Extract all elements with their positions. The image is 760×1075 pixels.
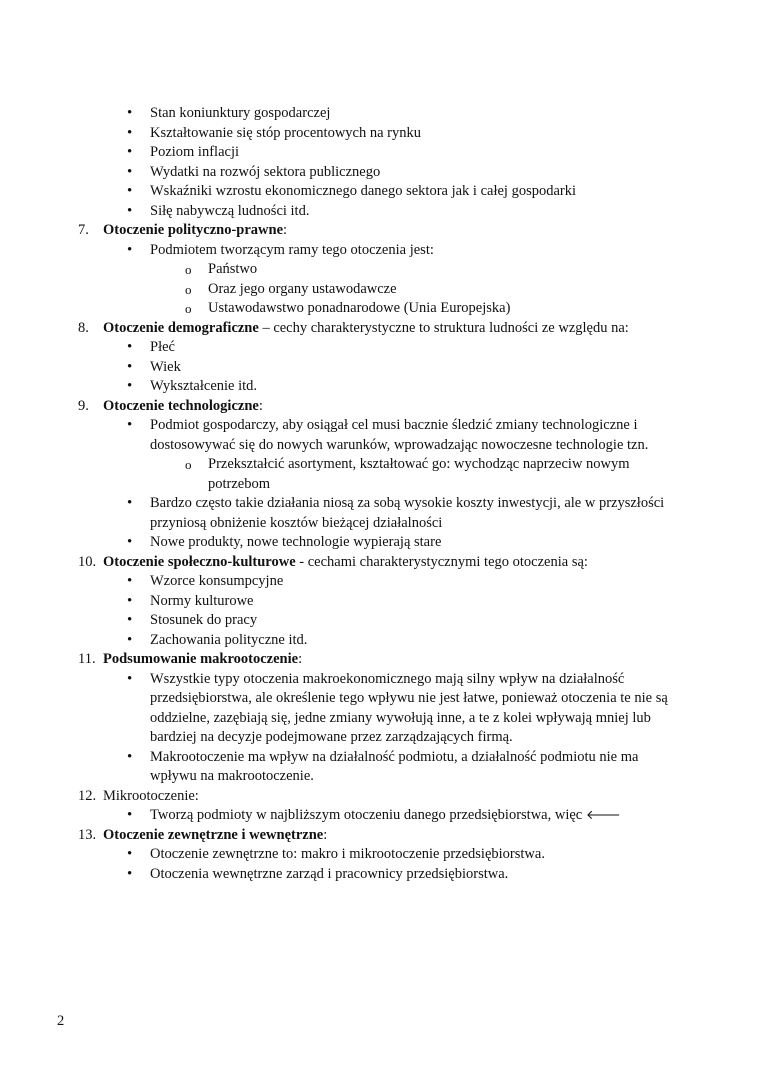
section-heading-7: 7. Otoczenie polityczno-prawne:: [78, 221, 718, 241]
bullet-icon: •: [127, 358, 133, 375]
list-item: • Stan koniunktury gospodarczej: [78, 104, 718, 124]
list-item: • Kształtowanie się stóp procentowych na rynku: [78, 124, 718, 144]
list-item-continuation: przyniosą obniżenie kosztów bieżącej działalności: [150, 514, 443, 531]
list-item: • Siłę nabywczą ludności itd.: [78, 202, 718, 222]
list-item-continuation: oddzielne, zazębiają się, jedne zmiany wywołują inne, a te z kolei wpływają mniej lub: [150, 709, 651, 726]
bullet-icon: •: [127, 748, 133, 765]
section-heading-9: 9. Otoczenie technologiczne:: [78, 397, 718, 417]
bullet-icon: •: [127, 846, 133, 862]
list-item-continuation: przedsiębiorstwa, ale określenie tego wpływu nie jest łatwe, ponieważ otoczenia te nie są: [150, 690, 668, 706]
list-item: • Normy kulturowe: [78, 592, 718, 612]
section-heading-10: 10. Otoczenie społeczno-kulturowe - cechami charakterystycznymi tego otoczenia są:: [78, 553, 718, 573]
section-heading-13: 13. Otoczenie zewnętrzne i wewnętrzne:: [78, 826, 718, 846]
list-item-continuation: bardziej na decyzje podejmowane przez zarządzających firmą.: [150, 729, 513, 745]
section-heading-11: 11. Podsumowanie makrootoczenie:: [78, 650, 718, 670]
list-item: • Otoczenia wewnętrzne zarząd i pracownicy przedsiębiorstwa.: [78, 865, 718, 885]
circle-bullet-icon: o: [185, 281, 192, 297]
list-item: • Wszystkie typy otoczenia makroekonomicznego mają silny wpływ na działalność: [78, 670, 718, 690]
page-number: 2: [57, 1013, 65, 1029]
list-item: • Otoczenie zewnętrzne to: makro i mikrootoczenie przedsiębiorstwa.: [78, 845, 718, 865]
bullet-icon: •: [127, 105, 133, 121]
list-item: • Poziom inflacji: [78, 143, 718, 163]
section-number: 12.: [78, 787, 97, 804]
section-title: Otoczenie demograficzne: [103, 319, 259, 336]
bullet-icon: •: [127, 202, 133, 219]
section-title: Mikrootoczenie:: [103, 787, 199, 804]
list-item: • Zachowania polityczne itd.: [78, 631, 718, 651]
bullet-icon: •: [127, 495, 133, 511]
bullet-icon: •: [127, 378, 133, 394]
section-title: Otoczenie technologiczne: [103, 397, 259, 414]
sub-list-item-continuation: potrzebom: [208, 475, 271, 492]
bullet-icon: •: [127, 592, 133, 609]
list-item: • Wykształcenie itd.: [78, 377, 718, 397]
bullet-icon: •: [127, 534, 133, 550]
section-number: 9.: [78, 397, 89, 414]
sub-list-item: o Oraz jego organy ustawodawcze: [78, 280, 718, 300]
bullet-icon: •: [127, 144, 133, 160]
section-title: Podsumowanie makrootoczenie: [103, 651, 299, 667]
bullet-icon: •: [127, 124, 133, 141]
section-number: 10.: [78, 553, 97, 570]
bullet-icon: •: [127, 807, 133, 823]
list-item: • Podmiotem tworzącym ramy tego otoczenia jest:: [78, 241, 718, 261]
sub-list-item: o Przekształcić asortyment, kształtować go: wychodząc naprzeciw nowym: [78, 455, 718, 475]
list-item: • Stosunek do pracy: [78, 611, 718, 631]
section-number: 8.: [78, 319, 89, 336]
arrow-left-icon: 🡐: [585, 808, 621, 823]
list-item: • Tworzą podmioty w najbliższym otoczeniu danego przedsiębiorstwa, więc 🡐: [78, 806, 718, 826]
section-heading-8: 8. Otoczenie demograficzne – cechy charakterystyczne to struktura ludności ze względu na:: [78, 319, 718, 339]
bullet-icon: •: [127, 241, 133, 258]
list-item: • Wskaźniki wzrostu ekonomicznego danego sektora jak i całej gospodarki: [78, 182, 718, 202]
section-title: Otoczenie społeczno-kulturowe: [103, 553, 296, 570]
bullet-icon: •: [127, 865, 133, 882]
section-number: 7.: [78, 222, 89, 238]
bullet-icon: •: [127, 573, 133, 589]
circle-bullet-icon: o: [185, 262, 192, 277]
section-number: 11.: [78, 651, 96, 667]
list-item: • Wydatki na rozwój sektora publicznego: [78, 163, 718, 183]
bullet-icon: •: [127, 612, 133, 628]
section-title: Otoczenie polityczno-prawne: [103, 222, 284, 238]
document-body: [78, 104, 718, 884]
list-item: • Nowe produkty, nowe technologie wypierają stare: [78, 533, 718, 553]
section-number: 13.: [78, 826, 97, 843]
bullet-icon: •: [127, 339, 133, 355]
circle-bullet-icon: o: [185, 301, 192, 316]
list-item: • Bardzo często takie działania niosą za sobą wysokie koszty inwestycji, ale w przyszłości: [78, 494, 718, 514]
bullet-icon: •: [127, 163, 133, 180]
sub-list-item: o Ustawodawstwo ponadnarodowe (Unia Europejska): [78, 299, 718, 319]
list-item: • Płeć: [78, 338, 718, 358]
list-item-continuation: wpływu na makrootoczenie.: [150, 768, 314, 784]
section-title: Otoczenie zewnętrzne i wewnętrzne: [103, 826, 324, 843]
sub-list-item: o Państwo: [78, 260, 718, 280]
bullet-icon: •: [127, 417, 133, 433]
list-item: • Wiek: [78, 358, 718, 378]
bullet-icon: •: [127, 631, 133, 648]
circle-bullet-icon: o: [185, 457, 192, 472]
list-item: • Makrootoczenie ma wpływ na działalność podmiotu, a działalność podmiotu nie ma: [78, 748, 718, 768]
list-item: • Wzorce konsumpcyjne: [78, 572, 718, 592]
bullet-icon: •: [127, 183, 133, 199]
bullet-icon: •: [127, 670, 133, 687]
section-heading-12: [78, 787, 718, 807]
list-item: • Podmiot gospodarczy, aby osiągał cel musi bacznie śledzić zmiany technologiczne i: [78, 416, 718, 436]
list-item-continuation: dostosowywać się do nowych warunków, wprowadzając nowoczesne technologie tzn.: [150, 436, 649, 453]
